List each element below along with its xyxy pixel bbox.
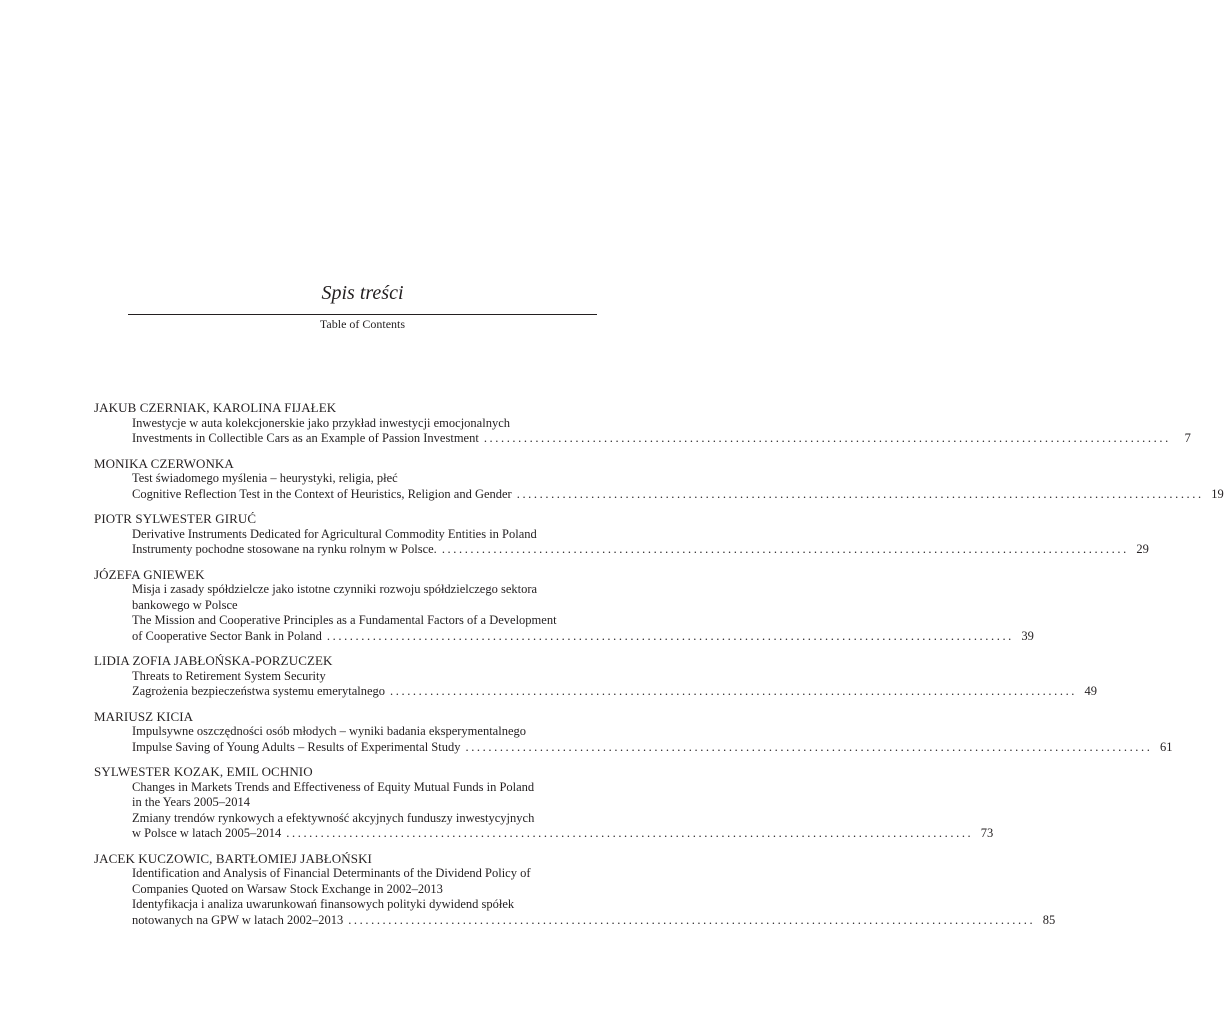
dot-leader: ........................................................................................................................ [465,739,1153,754]
table-of-contents [94,400,1224,937]
toc-title-line: in the Years 2005–2014 [132,795,251,809]
toc-title-line: Impulse Saving of Young Adults – Results of Experimental Study [132,739,461,754]
toc-page-number: 19 [1211,486,1224,501]
toc-title-line: Test świadomego myślenia – heurystyki, religia, płeć [132,471,398,485]
toc-entry [94,708,1173,756]
page-title: Spis treści [321,282,404,304]
toc-page-number: 29 [1136,542,1149,556]
toc-title-line: Threats to Retirement System Security [132,668,326,683]
toc-title-line: Impulsywne oszczędności osób młodych – wyniki badania eksperymentalnego [132,724,527,738]
toc-author: MARIUSZ KICIA [94,708,194,724]
toc-title-line: Cognitive Reflection Test in the Context of Heuristics, Religion and Gender [132,486,512,501]
toc-page-number: 7 [1184,431,1191,445]
toc-title-line: Misja i zasady spółdzielcze jako istotne czynniki rozwoju spółdzielczego sektora [132,582,538,596]
toc-title-line: Changes in Markets Trends and Effectiveness of Equity Mutual Funds in Poland [132,779,535,794]
toc-final-line [94,739,1173,756]
toc-author: JAKUB CZERNIAK, KAROLINA FIJAŁEK [94,400,337,415]
dot-leader: ........................................................................................................................ [483,431,1171,445]
toc-title-line: Zagrożenia bezpieczeństwa systemu emerytalnego [132,684,386,698]
toc-title-line: Identification and Analysis of Financial Determinants of the Dividend Policy of [132,866,531,880]
toc-entry [94,764,994,842]
toc-entry [94,455,1224,503]
dot-leader: ........................................................................................................................ [390,684,1078,698]
toc-title-line: Companies Quoted on Warsaw Stock Exchange in 2002–2013 [132,881,443,896]
toc-title-line: The Mission and Cooperative Principles as a Fundamental Factors of a Development [132,613,557,627]
toc-final-line [94,542,1149,558]
toc-entry [94,653,1098,700]
toc-author: LIDIA ZOFIA JABŁOŃSKA-PORZUCZEK [94,653,333,668]
toc-title-line: bankowego w Polsce [132,597,238,612]
toc-title-line: Identyfikacja i analiza uwarunkowań finansowych polityki dywidend spółek [132,897,515,911]
toc-author: SYLWESTER KOZAK, EMIL OCHNIO [94,764,313,779]
toc-final-line [94,684,1098,700]
toc-author: JÓZEFA GNIEWEK [94,566,205,582]
toc-entry [94,400,1191,447]
toc-final-line [94,431,1191,447]
page-subtitle: Table of Contents [319,317,406,331]
dot-leader: ........................................................................................................................ [326,628,1014,643]
toc-page-number: 73 [980,826,994,840]
dot-leader: ........................................................................................................................ [516,486,1204,501]
toc-title-line: Investments in Collectible Cars as an Example of Passion Investment [132,431,479,445]
toc-entry [94,566,1034,645]
toc-title-line: Inwestycje w auta kolekcjonerskie jako przykład inwestycji emocjonalnych [132,415,510,430]
toc-title-line: of Cooperative Sector Bank in Poland [132,628,322,643]
toc-title-line: Derivative Instruments Dedicated for Agricultural Commodity Entities in Poland [132,526,537,541]
toc-entry [94,850,1056,929]
toc-final-line [94,912,1056,929]
toc-final-line [94,628,1034,645]
toc-title-line: w Polsce w latach 2005–2014 [132,826,282,840]
toc-page-number: 49 [1084,684,1098,698]
dot-leader: ........................................................................................................................ [348,912,1036,927]
toc-entry [94,511,1149,558]
toc-final-line [94,486,1224,503]
toc-page-number: 61 [1159,739,1173,754]
toc-title-line: notowanych na GPW w latach 2002–2013 [132,912,344,927]
toc-page-number: 85 [1042,912,1056,927]
dot-leader: ........................................................................................................................ [286,826,974,840]
toc-page-number: 39 [1021,628,1034,643]
toc-title-line: Zmiany trendów rynkowych a efektywność akcyjnych funduszy inwestycyjnych [132,810,535,825]
toc-final-line [94,826,994,842]
toc-author: MONIKA CZERWONKA [94,455,234,471]
dot-leader: ........................................................................................................................ [441,542,1129,556]
toc-title-line: Instrumenty pochodne stosowane na rynku rolnym w Polsce. [132,542,437,556]
toc-author: PIOTR SYLWESTER GIRUĆ [94,511,257,526]
title-rule [128,314,597,315]
toc-author: JACEK KUCZOWIC, BARTŁOMIEJ JABŁOŃSKI [94,850,372,866]
